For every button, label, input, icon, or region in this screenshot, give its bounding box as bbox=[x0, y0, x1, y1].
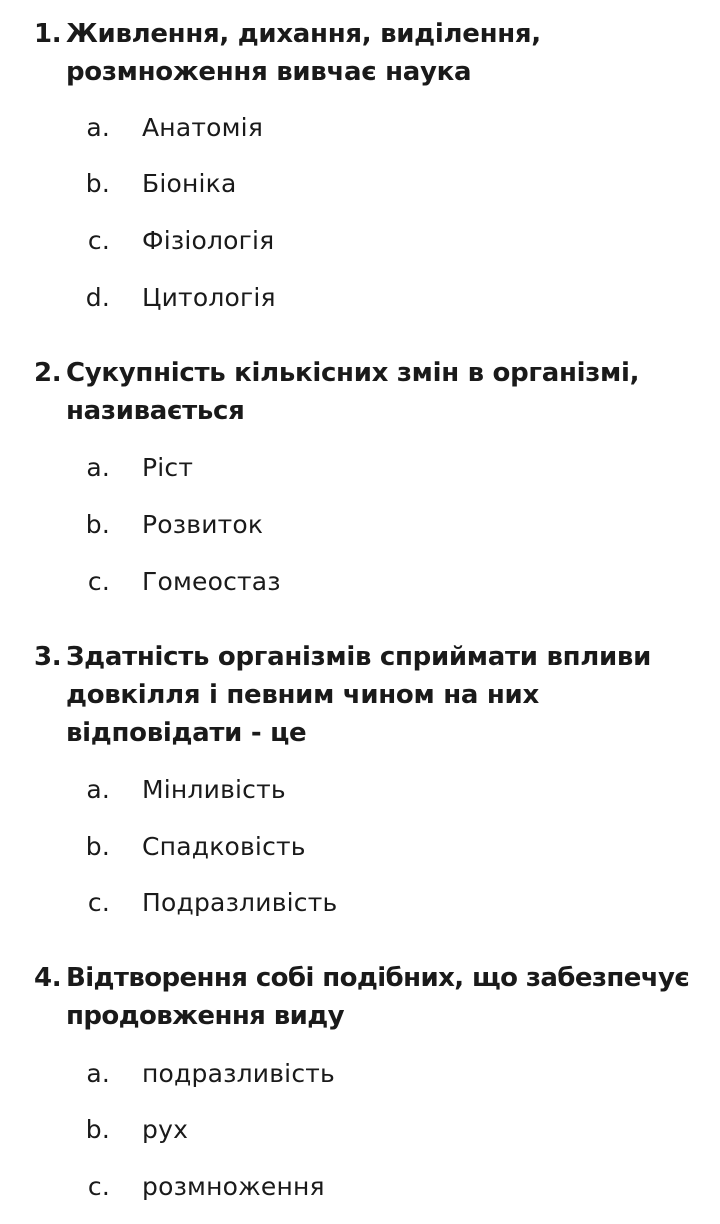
option-letter: c. bbox=[87, 888, 110, 917]
option-letter: a. bbox=[86, 453, 110, 482]
option-letter: b. bbox=[85, 832, 110, 861]
question-2-text: Сукупність кількісних змін в організмі, називається bbox=[66, 358, 640, 426]
option-letter: a. bbox=[86, 1059, 110, 1088]
option-text: розмноження bbox=[142, 1172, 325, 1201]
question-1-number: 1. bbox=[34, 19, 62, 49]
option-letter: d. bbox=[85, 283, 110, 312]
question-3 bbox=[0, 638, 720, 752]
question-4-heading bbox=[0, 959, 720, 1035]
question-2-number: 2. bbox=[34, 358, 62, 388]
option-text: Подразливість bbox=[142, 888, 338, 917]
question-3-number: 3. bbox=[34, 642, 62, 672]
question-3-text: Здатність організмів сприймати впливи довкілля і певним чином на них відповідати - це bbox=[66, 642, 651, 748]
option-text: Ріст bbox=[142, 453, 194, 482]
option-letter: c. bbox=[87, 1172, 110, 1201]
option-text: Біоніка bbox=[142, 169, 237, 198]
question-4 bbox=[0, 959, 720, 1035]
question-1-heading bbox=[0, 15, 720, 91]
option-letter: a. bbox=[86, 775, 110, 804]
question-1 bbox=[0, 15, 720, 91]
option-text: Гомеостаз bbox=[142, 567, 281, 596]
option-letter: b. bbox=[85, 510, 110, 539]
option-text: Мінливість bbox=[142, 775, 286, 804]
question-4-text: Відтворення собі подібних, що забезпечує продовження виду bbox=[66, 963, 690, 1031]
option-text: Спадковість bbox=[142, 832, 306, 861]
option-letter: b. bbox=[85, 1115, 110, 1144]
question-4-number: 4. bbox=[34, 963, 62, 993]
option-text: подразливість bbox=[142, 1059, 335, 1088]
option-letter: c. bbox=[87, 567, 110, 596]
option-letter: a. bbox=[86, 113, 110, 142]
question-2 bbox=[0, 354, 720, 430]
question-1-text: Живлення, дихання, виділення, розмноження вивчає наука bbox=[66, 19, 541, 87]
question-2-heading bbox=[0, 354, 720, 430]
option-text: рух bbox=[142, 1115, 189, 1144]
option-text: Фізіологія bbox=[142, 226, 275, 255]
option-text: Розвиток bbox=[142, 510, 264, 539]
option-text: Анатомія bbox=[142, 113, 264, 142]
option-letter: c. bbox=[87, 226, 110, 255]
option-letter: b. bbox=[85, 169, 110, 198]
question-3-heading bbox=[0, 638, 720, 752]
option-text: Цитологія bbox=[142, 283, 276, 312]
